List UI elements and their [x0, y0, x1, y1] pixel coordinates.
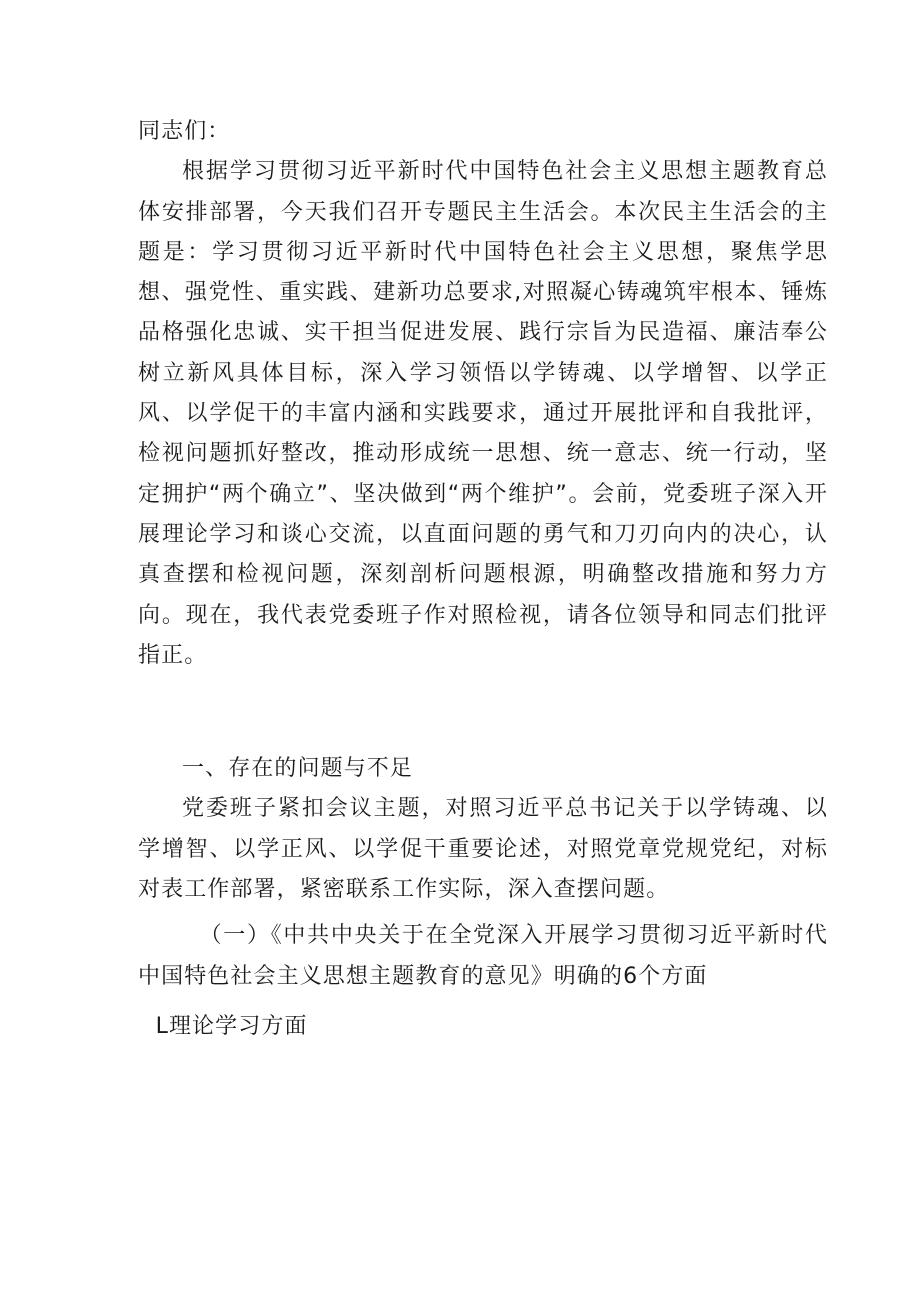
greeting: 同志们： — [138, 119, 231, 144]
document-body — [138, 112, 828, 1047]
subsection-heading: （一）《中共中央关于在全党深入开展学习贯彻习近平新时代中国特色社会主义思想主题教育的意见》明确的6个方面 — [138, 923, 828, 989]
item-heading-theory-study: L理论学习方面 — [155, 1013, 308, 1039]
section-heading-problems: 一、存在的问题与不足 — [182, 756, 414, 782]
intro-paragraph: 根据学习贯彻习近平新时代中国特色社会主义思想主题教育总体安排部署，今天我们召开专题民主生活会。本次民主生活会的主题是：学习贯彻习近平新时代中国特色社会主义思想，聚焦学思想、强党性、重实践、建新功总要求,对照凝心铸魂筑牢根本、锤炼品格强化忠诚、实干担当促进发展、践行宗旨为民造福、廉洁奉公树立新风具体目标，深入学习领悟以学铸魂、以学增智、以学正风、以学促干的丰富内涵和实践要求，通过开展批评和自我批评，检视问题抓好整改，推动形成统一思想、统一意志、统一行动，坚定拥护“两个确立”、坚决做到“两个维护”。会前，党委班子深入开展理论学习和谈心交流，以直面问题的勇气和刀刃向内的决心，认真查摆和检视问题，深刻剖析问题根源，明确整改措施和努力方向。现在，我代表党委班子作对照检视，请各位领导和同志们批评指正。 — [138, 159, 828, 668]
section-paragraph: 党委班子紧扣会议主题，对照习近平总书记关于以学铸魂、以学增智、以学正风、以学促干重要论述，对照党章党规党纪，对标对表工作部署，紧密联系工作实际，深入查摆问题。 — [138, 796, 828, 903]
